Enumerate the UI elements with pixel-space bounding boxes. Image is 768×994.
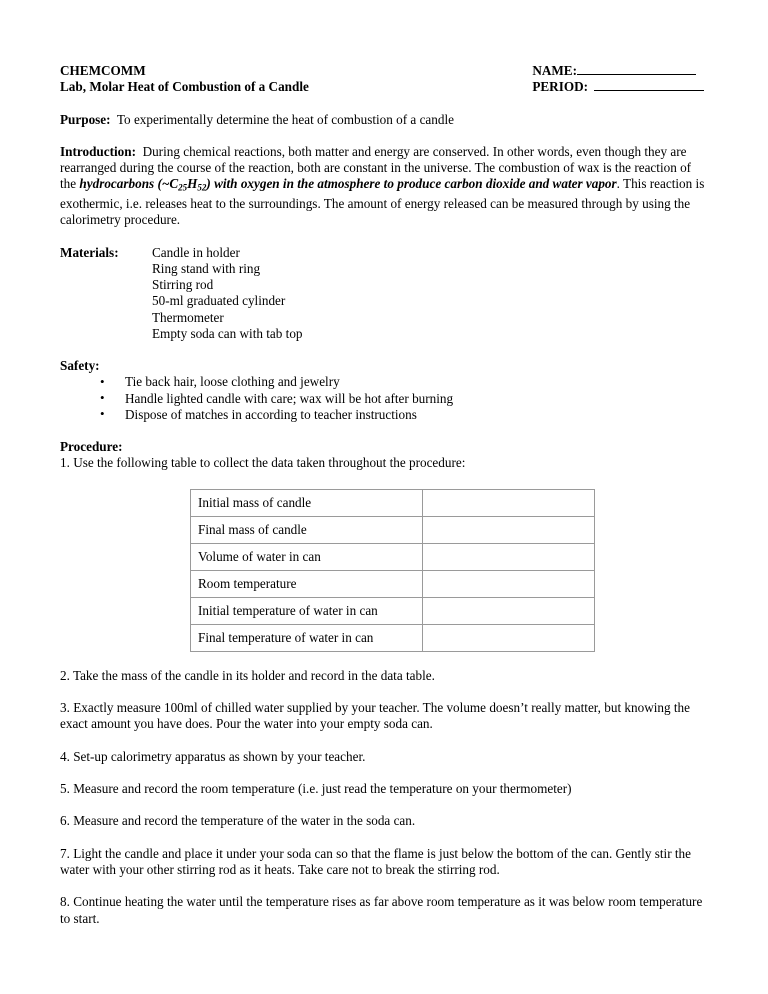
- table-row: [191, 543, 595, 570]
- document-header: [60, 63, 705, 95]
- hydrogen-subscript: 52: [197, 182, 207, 193]
- list-item: [60, 407, 705, 423]
- row-value-cell[interactable]: [423, 489, 595, 516]
- introduction-text-last: . This reaction is exothermic, i.e. releases heat to the surroundings. The amount of energy released can be measured through by using the calorimetry procedure.: [60, 176, 705, 228]
- table-row: [191, 624, 595, 651]
- name-label: NAME:: [532, 63, 577, 78]
- purpose-section: [60, 112, 705, 128]
- procedure-step-1: 1. Use the following table to collect the data taken throughout the procedure:: [60, 455, 466, 471]
- procedure-step-4: 4. Set-up calorimetry apparatus as shown by your teacher.: [60, 748, 366, 764]
- table-row: [191, 570, 595, 597]
- safety-item-text: Dispose of matches in according to teacher instructions: [125, 406, 417, 422]
- row-label: Initial temperature of water in can: [191, 597, 423, 624]
- safety-label: Safety:: [60, 358, 100, 374]
- hydrocarbon-emphasis: [79, 176, 616, 191]
- procedure-section: [60, 439, 705, 927]
- row-label: Initial mass of candle: [191, 489, 423, 516]
- procedure-step-6: 6. Measure and record the temperature of the water in the soda can.: [60, 813, 416, 829]
- list-item: 50-ml graduated cylinder: [152, 293, 286, 309]
- row-value-cell[interactable]: [423, 597, 595, 624]
- purpose-text: To experimentally determine the heat of combustion of a candle: [116, 111, 454, 127]
- list-item: [60, 391, 705, 407]
- row-label: Volume of water in can: [191, 543, 423, 570]
- procedure-step-3: 3. Exactly measure 100ml of chilled water supplied by your teacher. The volume doesn’t really matter, but knowing the exact amount you have does. Pour the water into your empty soda can.: [60, 700, 690, 732]
- introduction-spacer: [136, 144, 143, 159]
- period-blank-line[interactable]: [594, 79, 704, 91]
- safety-item-text: Tie back hair, loose clothing and jewelry: [125, 374, 340, 390]
- introduction-label: Introduction:: [60, 143, 136, 159]
- header-title-block: [60, 63, 309, 95]
- table-row: [191, 597, 595, 624]
- course-title: CHEMCOMM: [60, 63, 146, 78]
- safety-bullet-list: [60, 374, 705, 423]
- hydrogen-symbol: H: [187, 176, 198, 192]
- table-row: [191, 516, 595, 543]
- procedure-step-5: 5. Measure and record the room temperature (i.e. just read the temperature on your thermometer): [60, 781, 572, 797]
- row-value-cell[interactable]: [423, 543, 595, 570]
- safety-item-text: Handle lighted candle with care; wax will be hot after burning: [125, 390, 454, 406]
- list-item: Thermometer: [152, 309, 224, 325]
- materials-section: [60, 245, 705, 342]
- procedure-step-7: 7. Light the candle and place it under your soda can so that the flame is just below the bottom of the can. Gently stir the water with your other stirring rod as it heats. Take care not to break the stirring rod.: [60, 845, 691, 878]
- materials-label: Materials:: [60, 244, 119, 260]
- document-page: [60, 63, 705, 927]
- lab-subtitle: Lab, Molar Heat of Combustion of a Candle: [60, 79, 309, 95]
- data-collection-table: [190, 489, 595, 652]
- introduction-text-first: During chemical reactions, both matter and energy are conserved. In other words, even though they are rearranged during the course of the reaction, both are constant in the universe. The combustion of wax is the reaction of the: [60, 143, 692, 192]
- safety-section: [60, 358, 705, 423]
- period-field-row: [532, 79, 704, 95]
- materials-list: [152, 245, 303, 342]
- carbon-subscript: 25: [178, 182, 188, 193]
- bullet-icon: •: [100, 406, 105, 422]
- row-value-cell[interactable]: [423, 570, 595, 597]
- row-label: Final temperature of water in can: [191, 624, 423, 651]
- procedure-step-2: 2. Take the mass of the candle in its holder and record in the data table.: [60, 667, 435, 683]
- procedure-step-8: 8. Continue heating the water until the temperature rises as far above room temperature as it was below room temperature to start.: [60, 894, 703, 926]
- data-collection-table-wrapper: [190, 489, 705, 652]
- hydrocarbon-emphasis-lead: hydrocarbons (~C: [79, 176, 179, 192]
- purpose-label: Purpose:: [60, 111, 111, 127]
- period-label: PERIOD:: [532, 79, 588, 95]
- bullet-icon: •: [100, 373, 105, 389]
- row-label: Final mass of candle: [191, 516, 423, 543]
- row-value-cell[interactable]: [423, 516, 595, 543]
- row-value-cell[interactable]: [423, 624, 595, 651]
- list-item: [60, 374, 705, 390]
- list-item: Ring stand with ring: [152, 260, 261, 276]
- hydrocarbon-emphasis-tail: ) with oxygen in the atmosphere to produce carbon dioxide and water vapor: [206, 176, 617, 192]
- introduction-section: [60, 144, 705, 229]
- procedure-label: Procedure:: [60, 439, 123, 455]
- list-item: Empty soda can with tab top: [152, 325, 303, 341]
- table-row: [191, 489, 595, 516]
- student-info-block: [532, 63, 705, 95]
- bullet-icon: •: [100, 390, 105, 405]
- list-item: Candle in holder: [152, 244, 240, 260]
- list-item: Stirring rod: [152, 277, 214, 293]
- name-field-row: [532, 63, 704, 79]
- row-label: Room temperature: [191, 570, 423, 597]
- name-blank-line[interactable]: [577, 63, 696, 75]
